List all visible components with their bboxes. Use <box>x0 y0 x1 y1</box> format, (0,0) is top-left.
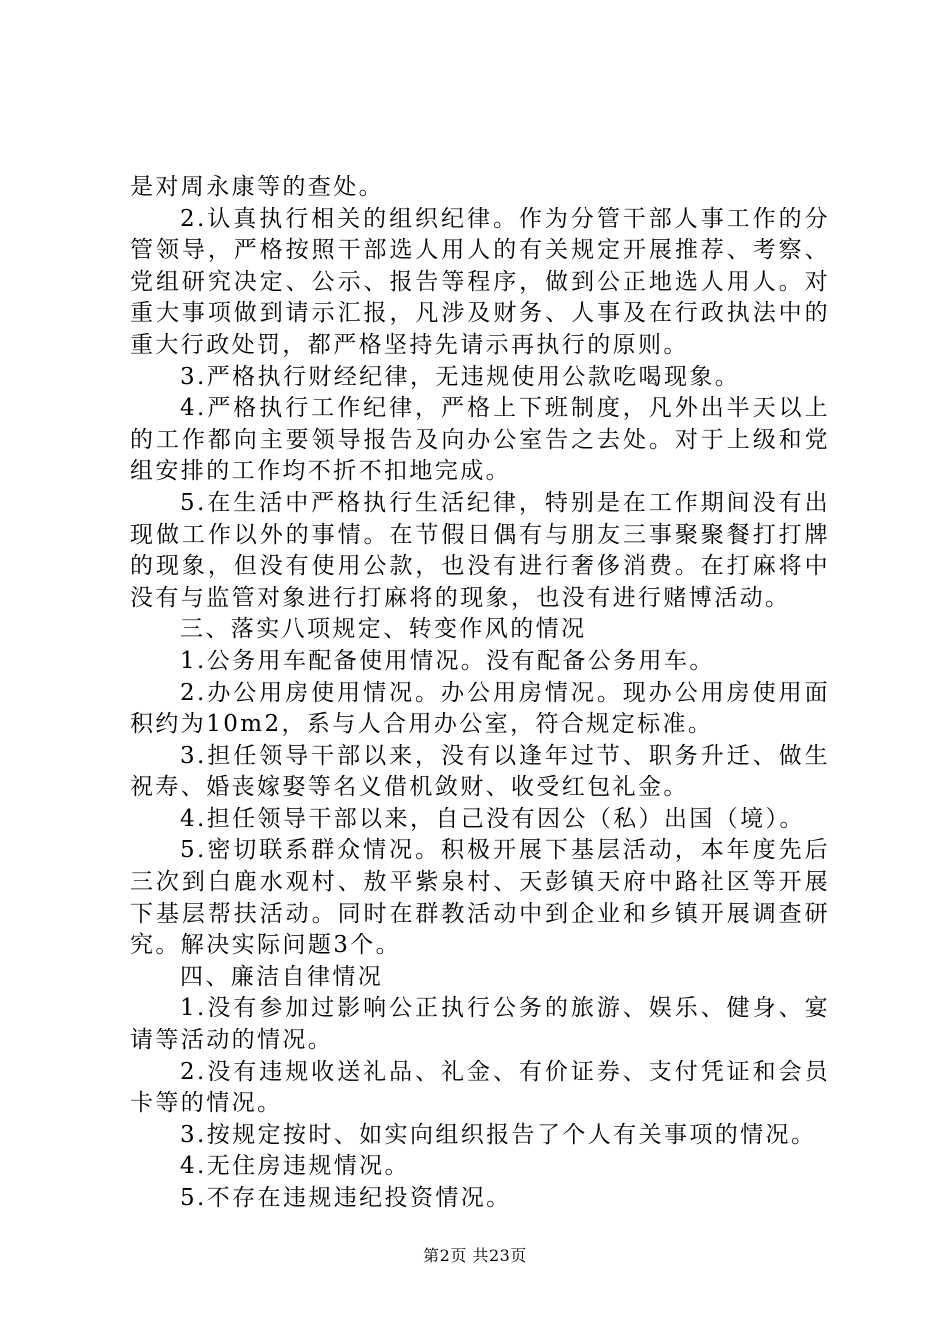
section-heading-self-discipline: 四、廉洁自律情况 <box>180 963 384 990</box>
page-number: 第2页 共23页 <box>423 1246 527 1265</box>
document-body <box>130 172 830 1215</box>
paragraph-organization-discipline: 2.认真执行相关的组织纪律。作为分管干部人事工作的分管领导，严格按照干部选人用人的有关规定开展推荐、考察、党组研究决定、公示、报告等程序，做到公正地选人用人。对重大事项做到请示汇报，凡涉及财务、人事及在行政执法中的重大行政处罚，都严格坚持先请示再执行的原则。 <box>130 205 830 358</box>
paragraph-office-space: 2.办公用房使用情况。办公用房情况。现办公用房使用面积约为10m2，系与人合用办公室，符合规定标准。 <box>130 679 830 738</box>
paragraph-housing: 4.无住房违规情况。 <box>180 1153 410 1180</box>
paragraph-investment: 5.不存在违规违纪投资情况。 <box>180 1185 512 1211</box>
paragraph-work-discipline: 4.严格执行工作纪律，严格上下班制度，凡外出半天以上的工作都向主要领导报告及向办公室告之去处。对于上级和党组安排的工作均不折不扣地完成。 <box>130 395 830 485</box>
paragraph-continuation: 是对周永康等的查处。 <box>130 174 384 200</box>
paragraph-no-entertainment: 1.没有参加过影响公正执行公务的旅游、娱乐、健身、宴请等活动的情况。 <box>130 995 830 1054</box>
paragraph-no-gift-exchange: 2.没有违规收送礼品、礼金、有价证券、支付凭证和会员卡等的情况。 <box>130 1058 830 1117</box>
paragraph-no-gifts: 3.担任领导干部以来，没有以逢年过节、职务升迁、做生祝寿、婚丧嫁娶等名义借机敛财、收受红包礼金。 <box>130 742 830 801</box>
paragraph-finance-discipline: 3.严格执行财经纪律，无违规使用公款吃喝现象。 <box>180 363 741 390</box>
paragraph-personal-report: 3.按规定按时、如实向组织报告了个人有关事项的情况。 <box>180 1121 817 1148</box>
section-heading-eight-rules: 三、落实八项规定、转变作风的情况 <box>180 616 587 643</box>
paragraph-life-discipline: 5.在生活中严格执行生活纪律，特别是在工作期间没有出现做工作以外的事情。在节假日偶有与朋友三事聚聚餐打打牌的现象，但没有使用公款，也没有进行奢侈消费。在打麻将中没有与监管对象进行打麻将的现象，也没有进行赌博活动。 <box>130 489 830 611</box>
paragraph-no-travel-abroad: 4.担任领导干部以来，自己没有因公（私）出国（境）。 <box>180 805 805 832</box>
paragraph-contact-masses: 5.密切联系群众情况。积极开展下基层活动，本年度先后三次到白鹿水观村、敖平紫泉村、天彭镇天府中路社区等开展下基层帮扶活动。同时在群教活动中到企业和乡镇开展调查研究。解决实际问题3个。 <box>130 837 830 959</box>
paragraph-official-car: 1.公务用车配备使用情况。没有配备公务用车。 <box>180 647 715 674</box>
